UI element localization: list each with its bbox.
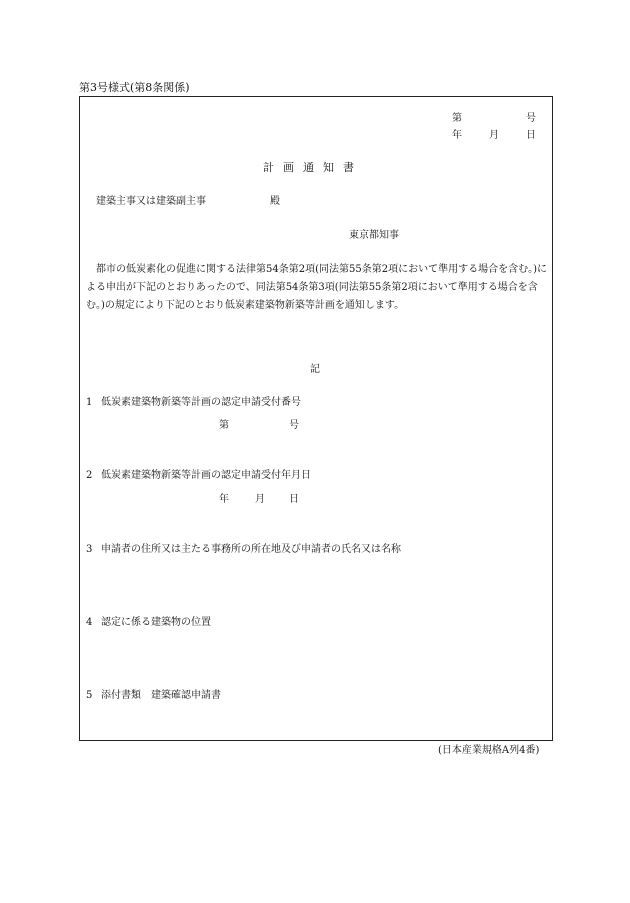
ki-heading: 記 — [310, 364, 320, 375]
item-1-prefix: 第 — [219, 420, 229, 431]
item-2-year: 年 — [219, 494, 229, 505]
addressee: 建築主事又は建築副主事 — [96, 196, 206, 207]
item-4-number: 4 — [86, 617, 93, 628]
number-prefix: 第 — [452, 113, 462, 124]
honorific: 殿 — [270, 196, 280, 207]
item-5-label: 添付書類 建築確認申請書 — [101, 690, 221, 701]
item-2-number: 2 — [86, 470, 93, 481]
item-1-label: 低炭素建築物新築等計画の認定申請受付番号 — [101, 397, 301, 408]
item-5-number: 5 — [86, 690, 93, 701]
document-title: 計画通知書 — [263, 161, 363, 174]
form-label: 第3号様式(第8条関係) — [79, 81, 190, 94]
item-2-label: 低炭素建築物新築等計画の認定申請受付年月日 — [101, 470, 311, 481]
item-3-number: 3 — [86, 544, 93, 555]
footer-note: (日本産業規格A列4番) — [438, 745, 540, 756]
sender: 東京都知事 — [349, 230, 399, 241]
date-day: 日 — [526, 130, 536, 141]
item-1-suffix: 号 — [289, 420, 299, 431]
date-year: 年 — [452, 130, 462, 141]
item-2-day: 日 — [289, 494, 299, 505]
item-1-number: 1 — [86, 397, 93, 408]
body-paragraph: 都市の低炭素化の促進に関する法律第54条第2項(同法第55条第2項において準用する場合を含む。)による申出が下記のとおりあったので、同法第54条第3項(同法第55条第2項において準用する場合を含む。)の規定により下記のとおり低炭素建築物新築等計画を通知します。 — [86, 264, 547, 311]
item-3-label: 申請者の住所又は主たる事務所の所在地及び申請者の氏名又は名称 — [101, 544, 401, 555]
item-2-month: 月 — [255, 494, 265, 505]
date-month: 月 — [489, 130, 499, 141]
item-4-label: 認定に係る建築物の位置 — [101, 617, 211, 628]
form-frame — [79, 96, 553, 741]
number-suffix: 号 — [526, 113, 536, 124]
